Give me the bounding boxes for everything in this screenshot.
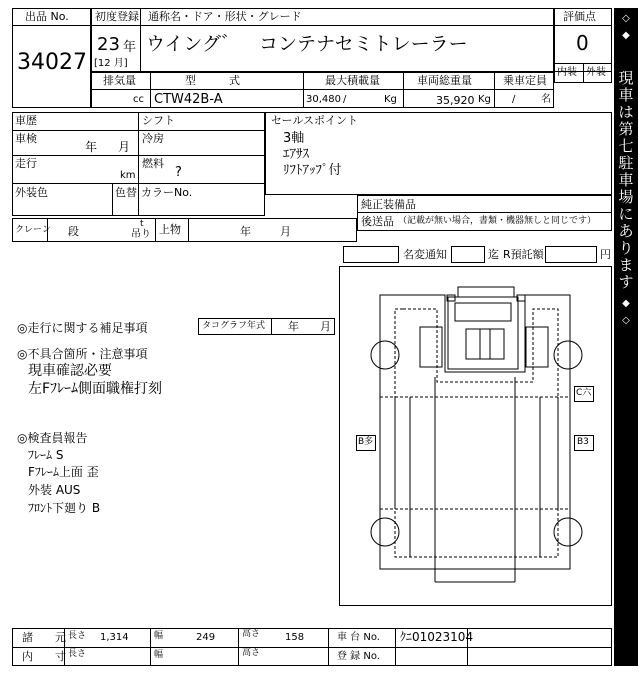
displacement-unit: cc xyxy=(133,94,144,105)
tachograph-label: タコグラフ年式 xyxy=(202,321,266,331)
side-char: あ xyxy=(618,222,634,240)
side-char: ◆ xyxy=(622,298,630,309)
delivery-items-note: （記載が無い場合，書類・機器無しと同じです） xyxy=(398,216,597,226)
side-char: 場 xyxy=(618,188,634,206)
name-change-input[interactable] xyxy=(343,246,399,263)
grade-label: 評価点 xyxy=(563,10,596,23)
name-change-date-input[interactable] xyxy=(451,246,485,263)
fuel-value: ? xyxy=(175,165,182,180)
side-char: 車 xyxy=(618,171,634,189)
inspection-year-unit: 年 xyxy=(85,140,98,154)
shift-label: シフト xyxy=(142,114,175,127)
side-char: は xyxy=(618,103,634,121)
max-load-slash: / xyxy=(343,94,347,105)
recycle-deposit-label: R預託額 xyxy=(503,248,544,261)
damage-mark-right-text: B3 xyxy=(577,437,589,447)
side-char: に xyxy=(618,205,634,223)
crane-stage-unit: 段 xyxy=(68,225,79,238)
yen-unit: 円 xyxy=(600,248,611,261)
vehicle-name: ウイング゛ コンテナセミトレーラー xyxy=(146,33,468,55)
inspector-line-3: 外装 AUS xyxy=(28,483,81,497)
side-location-notice xyxy=(614,8,638,666)
upper-body-year-unit: 年 xyxy=(240,225,251,238)
defect-notes-label: ◎不具合箇所・注意事項 xyxy=(17,347,148,361)
gross-weight-value: 35,920 xyxy=(436,94,475,107)
interior-length-label: 長さ xyxy=(68,649,87,659)
damage-mark-right-top-text: C六 xyxy=(576,388,592,398)
genuine-equipment-label: 純正装備品 xyxy=(361,198,416,211)
grade-score: 0 xyxy=(576,31,589,55)
vehicle-name-label: 通称名・ドア・形状・グレード xyxy=(148,10,302,23)
side-char: 七 xyxy=(618,137,634,155)
lot-number: 34027 xyxy=(17,50,87,75)
registration-no-label: 登 録 No. xyxy=(337,651,380,662)
registration-month: [12 月] xyxy=(94,58,128,69)
aircon-label: 冷房 xyxy=(142,132,164,145)
name-change-label: 名変通知 xyxy=(403,248,447,261)
inspector-report-label: ◎検査員報告 xyxy=(17,431,88,445)
deadline-label: 迄 xyxy=(488,248,499,261)
fuel-label: 燃料 xyxy=(142,157,164,170)
model-code: CTW42B-A xyxy=(154,92,223,107)
max-load-value: 30,480 xyxy=(306,94,341,105)
year-unit: 年 xyxy=(123,40,137,55)
defect-line-2: 左Fﾌﾚｰﾑ側面職権打刻 xyxy=(28,381,163,397)
interior-width-label: 幅 xyxy=(154,650,164,660)
model-label: 型 式 xyxy=(185,74,240,87)
gross-weight-label: 車両総重量 xyxy=(417,74,472,87)
max-load-label: 最大積載量 xyxy=(325,74,380,87)
inspector-line-2: Fﾌﾚｰﾑ上面 歪 xyxy=(28,465,99,479)
capacity-slash: / xyxy=(512,94,516,105)
tachograph-month-unit: 月 xyxy=(320,320,331,333)
height-value: 158 xyxy=(285,632,305,643)
capacity-unit: 名 xyxy=(541,94,551,105)
side-char: り xyxy=(618,239,634,257)
width-label: 幅 xyxy=(154,631,164,641)
lot-no-label: 出品 No. xyxy=(25,10,69,23)
side-char: 現 xyxy=(618,69,634,87)
exterior-grade-label: 外装 xyxy=(586,67,606,78)
max-load-unit: Kg xyxy=(384,94,397,105)
side-char: 駐 xyxy=(618,154,634,172)
height-label: 高さ xyxy=(242,629,261,639)
crane-ton-unit: t xyxy=(140,219,144,229)
inspector-line-4: ﾌﾛﾝﾄ下廻り B xyxy=(28,501,101,515)
sales-point-line-1: 3軸 xyxy=(283,131,305,146)
delivery-items-label: 後送品 xyxy=(361,215,394,228)
tachograph-year-unit: 年 xyxy=(288,320,299,333)
recycle-deposit-input[interactable] xyxy=(545,246,597,263)
inspector-line-1: ﾌﾚｰﾑ S xyxy=(28,448,64,462)
travel-notes-label: ◎走行に関する補足事項 xyxy=(17,321,148,335)
registration-year: 23 xyxy=(97,34,120,55)
first-registration-label: 初度登録 xyxy=(95,10,139,23)
inspection-month-unit: 月 xyxy=(118,140,131,154)
side-char: 車 xyxy=(618,86,634,104)
side-char: ◇ xyxy=(622,315,630,326)
chassis-no-value: ｸﾆ01023104 xyxy=(400,630,474,644)
interior-dims-label: 内 寸 xyxy=(22,650,66,663)
chassis-no-label: 車 台 No. xyxy=(337,632,380,643)
length-label: 長さ xyxy=(68,631,87,641)
upper-body-label: 上物 xyxy=(159,223,181,236)
side-char: ◇ xyxy=(622,13,630,24)
interior-height-label: 高さ xyxy=(242,648,261,658)
inspection-label: 車検 xyxy=(15,132,37,145)
side-char: ◆ xyxy=(622,30,630,41)
sales-point-line-3: ﾘﾌﾄｱｯﾌﾟ付 xyxy=(283,163,342,178)
crane-hang-label: 吊り xyxy=(131,229,151,240)
width-value: 249 xyxy=(196,632,216,643)
length-value: 1,314 xyxy=(100,632,129,643)
capacity-label: 乗車定員 xyxy=(503,74,547,87)
gross-weight-unit: Kg xyxy=(478,94,491,105)
upper-body-month-unit: 月 xyxy=(280,225,291,238)
mileage-unit: km xyxy=(120,170,136,181)
sales-point-line-2: ｴｱｻｽ xyxy=(283,147,309,162)
interior-grade-label: 内装 xyxy=(557,67,577,78)
color-change-label: 色替 xyxy=(115,186,137,199)
vehicle-diagram xyxy=(339,266,612,606)
side-char: す xyxy=(618,273,634,291)
history-label: 車歴 xyxy=(15,114,37,127)
crane-label: クレーン xyxy=(15,225,51,235)
color-code-label: カラーNo. xyxy=(141,186,193,199)
damage-mark-left-text: B多 xyxy=(358,437,374,447)
crane-row xyxy=(12,218,357,242)
defect-line-1: 現車確認必要 xyxy=(28,363,112,379)
side-char: 第 xyxy=(618,120,634,138)
dims-label: 諸 元 xyxy=(22,631,66,644)
displacement-label: 排気量 xyxy=(103,74,136,87)
side-char: ま xyxy=(618,256,634,274)
sales-point-label: セールスポイント xyxy=(271,114,359,127)
mileage-label: 走行 xyxy=(15,157,37,170)
exterior-color-label: 外装色 xyxy=(15,186,48,199)
